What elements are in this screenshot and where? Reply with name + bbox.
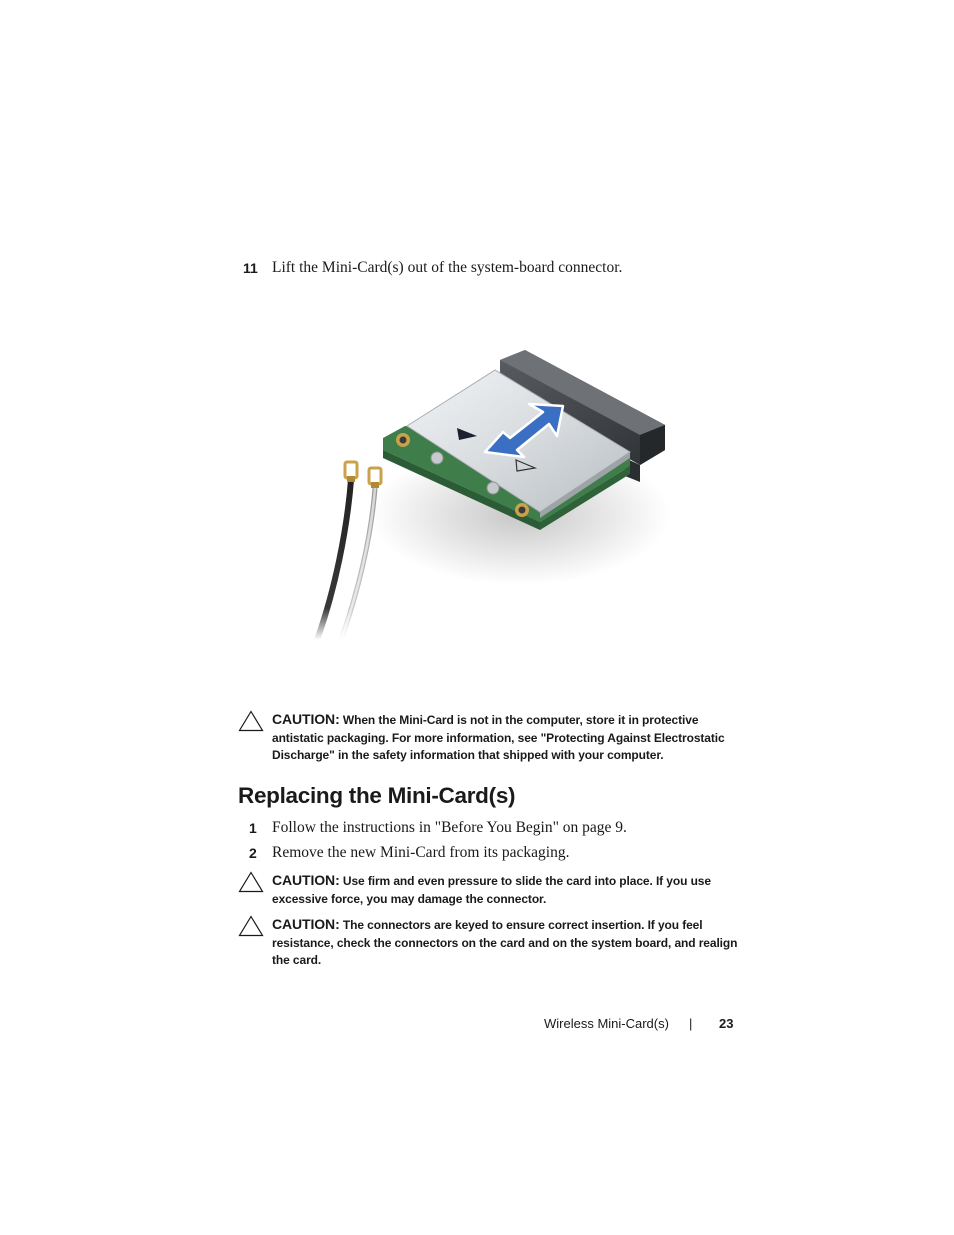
caution-2-line-1: Use firm and even pressure to slide the card into place. If you use: [342, 874, 711, 888]
caution-triangle-icon: [238, 915, 264, 937]
step-11-number: 11: [243, 260, 258, 276]
caution-2-line-2: excessive force, you may damage the connector.: [272, 891, 547, 906]
caution-1-block: [272, 711, 742, 765]
step-1-text: Follow the instructions in "Before You Begin" on page 9.: [272, 819, 627, 836]
caution-2-block: [272, 872, 742, 908]
step-2-text: Remove the new Mini-Card from its packaging.: [272, 844, 570, 861]
caution-triangle-icon: [238, 871, 264, 893]
step-11-text: Lift the Mini-Card(s) out of the system-board connector.: [272, 259, 623, 276]
caution-2-label: CAUTION:: [272, 872, 340, 888]
caution-3-line-3: the card.: [272, 953, 322, 967]
caution-1-line-2: antistatic packaging. For more information, see "Protecting Against Electrostatic: [272, 730, 725, 745]
step-2-number: 2: [249, 845, 257, 861]
caution-3-line-2: resistance, check the connectors on the card and on the system board, and realign: [272, 935, 738, 950]
mini-card-removal-illustration-icon: [295, 340, 675, 660]
page-number: 23: [719, 1016, 734, 1031]
footer-separator: |: [689, 1016, 693, 1031]
caution-1-label: CAUTION:: [272, 711, 340, 727]
caution-3-block: [272, 916, 742, 970]
caution-1-line-1: When the Mini-Card is not in the computer, store it in protective: [342, 713, 699, 727]
caution-1-line-3: Discharge" in the safety information that shipped with your computer.: [272, 748, 664, 762]
footer-section-title: Wireless Mini-Card(s): [544, 1016, 669, 1031]
caution-3-line-1: The connectors are keyed to ensure correct insertion. If you feel: [342, 918, 703, 932]
section-heading: Replacing the Mini-Card(s): [238, 783, 516, 808]
caution-triangle-icon: [238, 710, 264, 732]
step-1-number: 1: [249, 820, 257, 836]
caution-3-label: CAUTION:: [272, 916, 340, 932]
